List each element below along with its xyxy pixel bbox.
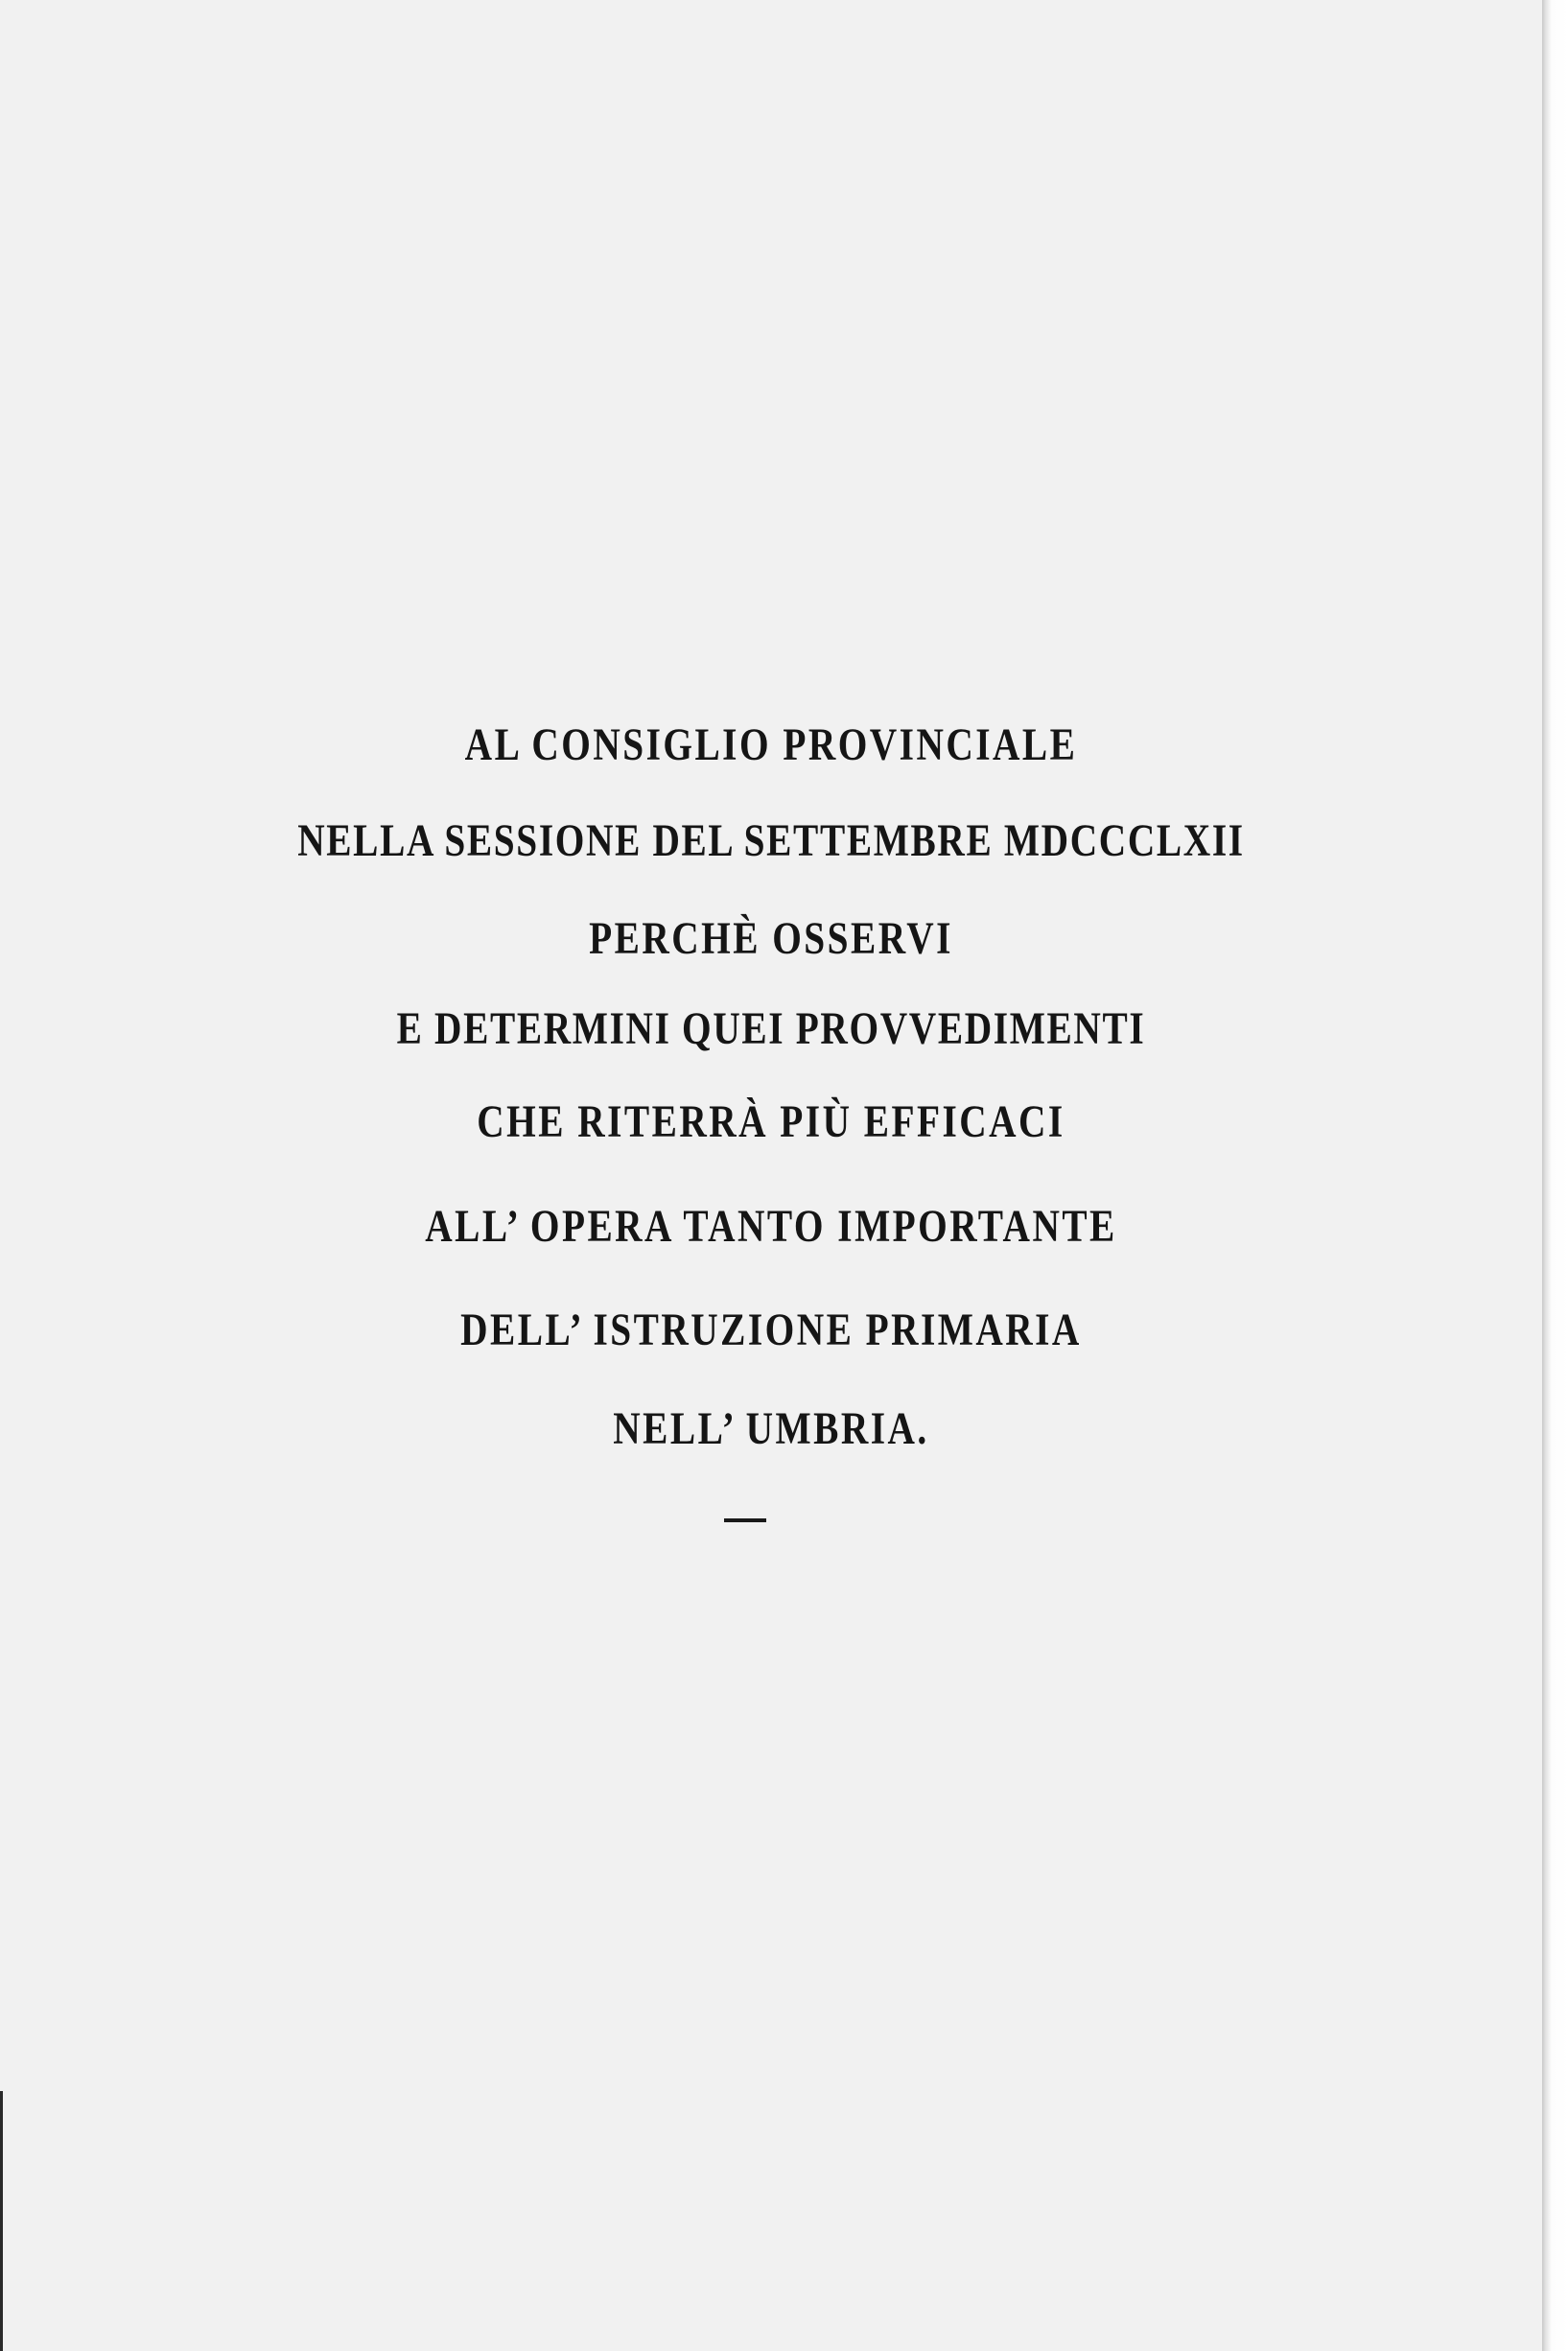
dedication-line-6: ALL’ OPERA TANTO IMPORTANTE [425,1201,1117,1252]
closing-rule [724,1518,766,1522]
dedication-line-3: PERCHÈ OSSERVI [589,913,953,964]
dedication-line-5: CHE RITERRÀ PIÙ EFFICACI [477,1096,1065,1147]
dedication-line-4: E DETERMINI QUEI PROVVEDIMENTI [396,1003,1146,1054]
dedication-line-1: AL CONSIGLIO PROVINCIALE [464,719,1078,770]
dedication-line-2: NELLA SESSIONE DEL SETTEMBRE MDCCCLXII [297,815,1245,866]
dedication-line-7: DELL’ ISTRUZIONE PRIMARIA [460,1305,1082,1355]
dedication-line-8: NELL’ UMBRIA. [613,1403,929,1454]
page-edge [1542,0,1568,2351]
